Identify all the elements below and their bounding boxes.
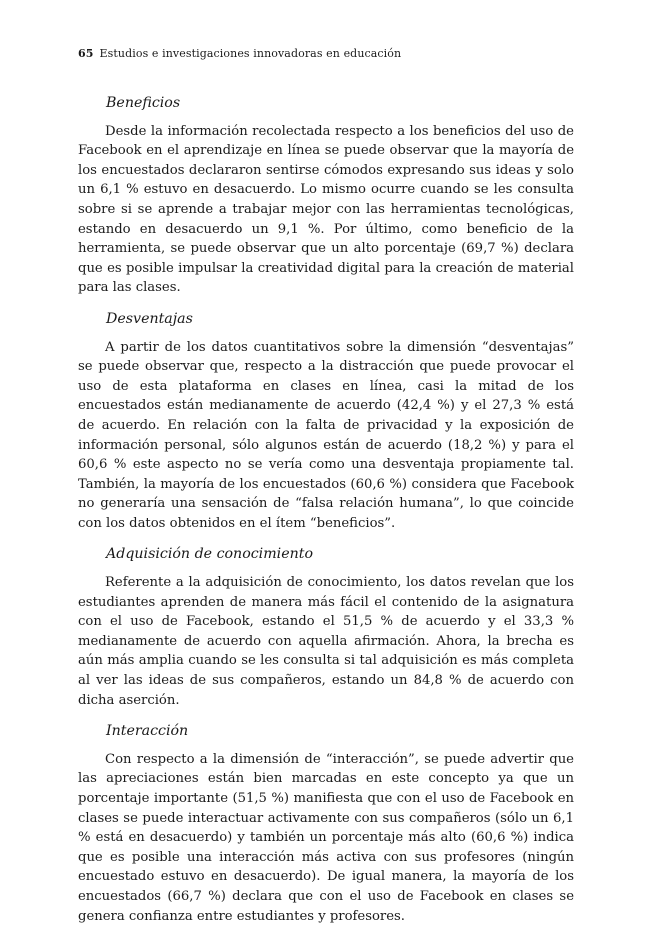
page-body (78, 94, 574, 938)
section-interaccion (78, 722, 574, 926)
section-heading: Beneficios (106, 95, 181, 111)
section-adquisicion (78, 545, 574, 710)
section-heading: Desventajas (106, 310, 193, 327)
page-number: 65 (78, 47, 94, 60)
section-heading: Interacción (106, 723, 189, 740)
running-title: Estudios e investigaciones innovadoras en educación (99, 47, 402, 60)
section-paragraph: Desde la información recolectada respecto a los beneficios del uso de Facebook en el aprendizaje en línea se puede observar que la mayoría de los encuestados declararon sentirse cómodos expresando sus ideas y solo un 6,1 % estuvo en desacuerdo. Lo mismo ocurre cuando se les consulta sobre si se aprende a trabajar mejor con las herramientas tecnológicas, estando en desacuerdo un 9,1 %. Por último, como beneficio de la herramienta, se puede observar que un alto porcentaje (69,7 %) declara que es posible impulsar la creatividad digital para la creación de material para las clases. (78, 123, 574, 296)
section-paragraph: A partir de los datos cuantitativos sobre la dimensión “desventajas” se puede observar que, respecto a la distracción que puede provocar el uso de esta plataforma en clases en línea, casi la mitad de los encuestados están medianamente de acuerdo (42,4 %) y el 27,3 % está de acuerdo. En relación con la falta de privacidad y la exposición de información personal, sólo algunos están de acuerdo (18,2 %) y para el 60,6 % este aspecto no se vería como una desventaja propiamente tal. También, la mayoría de los encuestados (60,6 %) considera que Facebook no generaría una sensación de “falsa relación humana”, lo que coincide con los datos obtenidos en el ítem “beneficios”. (78, 339, 574, 531)
section-desventajas (78, 310, 574, 534)
section-paragraph: Referente a la adquisición de conocimiento, los datos revelan que los estudiantes aprenden de manera más fácil el contenido de la asignatura con el uso de Facebook, estando el 51,5 % de acuerdo y el 33,3 % medianamente de acuerdo con aquella afirmación. Ahora, la brecha es aún más amplia cuando se les consulta si tal adquisición es más completa al ver las ideas de sus compañeros, estando un 84,8 % de acuerdo con dicha aserción. (78, 575, 574, 708)
section-beneficios (78, 94, 574, 298)
section-paragraph: Con respecto a la dimensión de “interacción”, se puede advertir que las apreciaciones están bien marcadas en este concepto ya que un porcentaje importante (51,5 %) manifiesta que con el uso de Facebook en clases se puede interactuar activamente con sus compañeros (sólo un 6,1 % está en desacuerdo) y también un porcentaje más alto (60,6 %) indica que es posible una interacción más activa con sus profesores (ningún encuestado estuvo en desacuerdo). De igual manera, la mayoría de los encuestados (66,7 %) declara que con el uso de Facebook en clases se genera confianza entre estudiantes y profesores. (78, 751, 574, 924)
running-header (78, 47, 401, 60)
section-heading: Adquisición de conocimiento (106, 546, 313, 563)
